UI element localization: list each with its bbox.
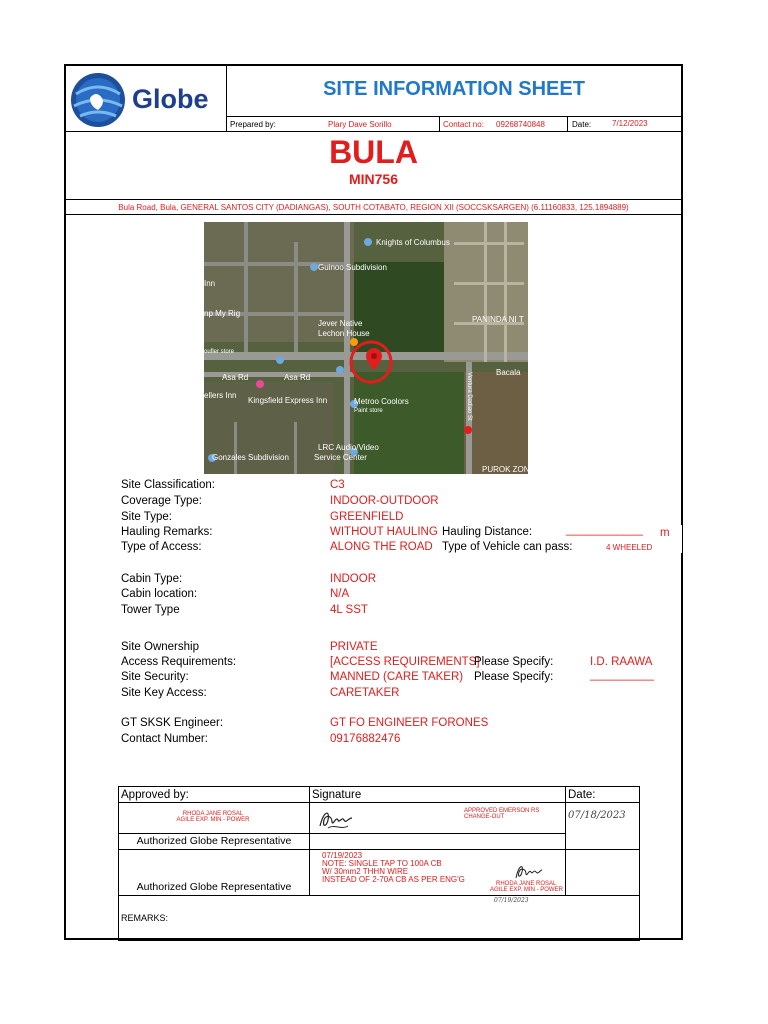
approval-date-1: 07/18/2023 [568, 810, 626, 821]
remarks-label: REMARKS: [121, 913, 169, 923]
prepared-by-value: Plary Dave Sorillo [328, 120, 392, 129]
approval-row1-divider [118, 833, 565, 834]
map-label: Knights of Columbus [376, 238, 450, 247]
coverage-type-value: INDOOR-OUTDOOR [330, 495, 439, 507]
site-ownership-label: Site Ownership [121, 641, 199, 653]
signature-image-1 [318, 808, 354, 832]
tower-type-value: 4L SST [330, 604, 368, 616]
contact-no-value: 09268740848 [496, 120, 545, 129]
approver-name: RHODA JANE ROSAL [182, 811, 244, 817]
approval-date-2: 07/19/2023 [494, 897, 529, 904]
map-label: Metroo Coolors [354, 397, 409, 406]
site-security-specify: __________ [590, 669, 654, 681]
approval-note-2: CHANGE-OUT [464, 814, 505, 820]
approval-header-divider [118, 802, 640, 803]
approver-role: AGILE EXP. MIN - POWER [176, 817, 250, 823]
note-line-1: NOTE: SINGLE TAP TO 100A CB [322, 859, 442, 868]
map-label: Jever Native [318, 319, 363, 328]
vehicle-type-value: 4 WHEELED [606, 543, 653, 552]
access-type-label: Type of Access: [121, 541, 202, 553]
map-canvas [204, 222, 535, 474]
hauling-distance-label: Hauling Distance: [442, 526, 533, 538]
map-label: Bacala [496, 368, 521, 377]
cabin-location-value: N/A [330, 588, 350, 600]
map-label: Ventura Dadiao St [466, 372, 472, 421]
approver-name-2: RHODA JANE ROSAL [496, 881, 557, 887]
prepared-by-label: Prepared by: [230, 120, 276, 129]
map-label: Asa Rd [222, 373, 249, 382]
access-requirements-label: Access Requirements: [121, 656, 237, 668]
please-specify-label: Please Specify: [474, 656, 554, 668]
map-label: Guinoo Subdivision [318, 263, 387, 272]
contact-date-divider [567, 116, 568, 131]
contact-number-value: 09176882476 [330, 733, 401, 745]
engineer-label: GT SKSK Engineer: [121, 717, 224, 729]
hauling-distance-unit: m [660, 527, 670, 539]
access-requirements-value: [ACCESS REQUIREMENTS] [330, 656, 480, 668]
contact-number-label: Contact Number: [121, 733, 208, 745]
site-key-access-label: Site Key Access: [121, 687, 207, 699]
address-bottom-border [65, 214, 682, 215]
address-top-border [65, 199, 682, 200]
hauling-remarks-value: WITHOUT HAULING [330, 526, 438, 538]
hauling-remarks-label: Hauling Remarks: [121, 526, 213, 538]
map-label: Lechon House [318, 329, 370, 338]
cabin-type-label: Cabin Type: [121, 573, 183, 585]
site-address: Bula Road, Bula, GENERAL SANTOS CITY (DADIANGAS), SOUTH COTABATO, REGION XII (SOCCSKSARGEN) (6.11160833, 125.1894889) [118, 203, 629, 212]
map-label: Paint store [354, 408, 383, 414]
signature-label: Signature [312, 789, 362, 801]
tower-type-label: Tower Type [121, 604, 180, 616]
map-label: np My Rig [204, 309, 241, 318]
coverage-type-label: Coverage Type: [121, 495, 202, 507]
date-value: 7/12/2023 [612, 119, 648, 128]
site-ownership-value: PRIVATE [330, 641, 378, 653]
note-line-2: W/ 30mm2 THHN WIRE [322, 867, 409, 876]
approval-date-label: Date: [568, 789, 596, 801]
site-type-value: GREENFIELD [330, 511, 404, 523]
site-classification-label: Site Classification: [121, 479, 215, 491]
map-label: Asa Rd [284, 373, 311, 382]
site-classification-value: C3 [330, 479, 345, 491]
date-label: Date: [572, 120, 592, 129]
authorized-rep-label-2: Authorized Globe Representative [136, 881, 292, 893]
engineer-value: GT FO ENGINEER FORONES [330, 717, 489, 729]
map-label: PANINDA NI T [472, 315, 524, 324]
site-security-value: MANNED (CARE TAKER) [330, 671, 464, 683]
approval-col-divider-2 [565, 786, 566, 896]
map-label: LRC Audio/Video [318, 443, 379, 452]
globe-logo-text: Globe [132, 84, 209, 114]
map-label: Inn [204, 279, 216, 288]
approval-row3-divider [118, 895, 640, 896]
approved-by-label: Approved by: [121, 789, 189, 801]
site-satellite-map [204, 222, 535, 474]
edge-gap [681, 525, 682, 553]
site-security-label: Site Security: [121, 671, 189, 683]
site-type-label: Site Type: [121, 511, 172, 523]
approver-role-2: AGILE EXP. MIN - POWER [490, 887, 563, 893]
please-specify-label: Please Specify: [474, 671, 554, 683]
map-label: Service Center [314, 453, 367, 462]
map-label: Kingsfield Express Inn [248, 396, 328, 405]
access-requirements-specify: I.D. RAAWA [590, 656, 653, 668]
note-date: 07/19/2023 [322, 851, 363, 860]
contact-no-label: Contact no: [443, 120, 484, 129]
prepared-contact-divider [439, 116, 440, 131]
authorized-rep-label-1: Authorized Globe Representative [136, 835, 292, 847]
hauling-distance-value: ____________ [566, 524, 643, 536]
access-type-value: ALONG THE ROAD [330, 541, 433, 553]
site-key-access-value: CARETAKER [330, 687, 400, 699]
approval-row2-divider [118, 849, 640, 850]
site-name: BULA [329, 134, 418, 170]
globe-logo-icon [70, 72, 126, 128]
cabin-type-value: INDOOR [330, 573, 376, 585]
vehicle-type-label: Type of Vehicle can pass: [442, 541, 573, 553]
cabin-location-label: Cabin location: [121, 588, 198, 600]
map-label: PUROK ZONE [482, 465, 535, 474]
page-title: SITE INFORMATION SHEET [323, 78, 585, 100]
approval-note: APPROVED EMERSON RS [464, 808, 540, 814]
map-label: Gonzales Subdivision [212, 453, 289, 462]
note-line-3: INSTEAD OF 2-70A CB AS PER ENG'G [322, 875, 465, 884]
header-bottom-border [65, 131, 682, 132]
site-code: MIN756 [348, 171, 399, 187]
map-label: ellers Inn [204, 391, 237, 400]
map-label: oufler store [204, 349, 235, 355]
header-divider [226, 116, 682, 117]
signature-image-2 [514, 862, 544, 882]
